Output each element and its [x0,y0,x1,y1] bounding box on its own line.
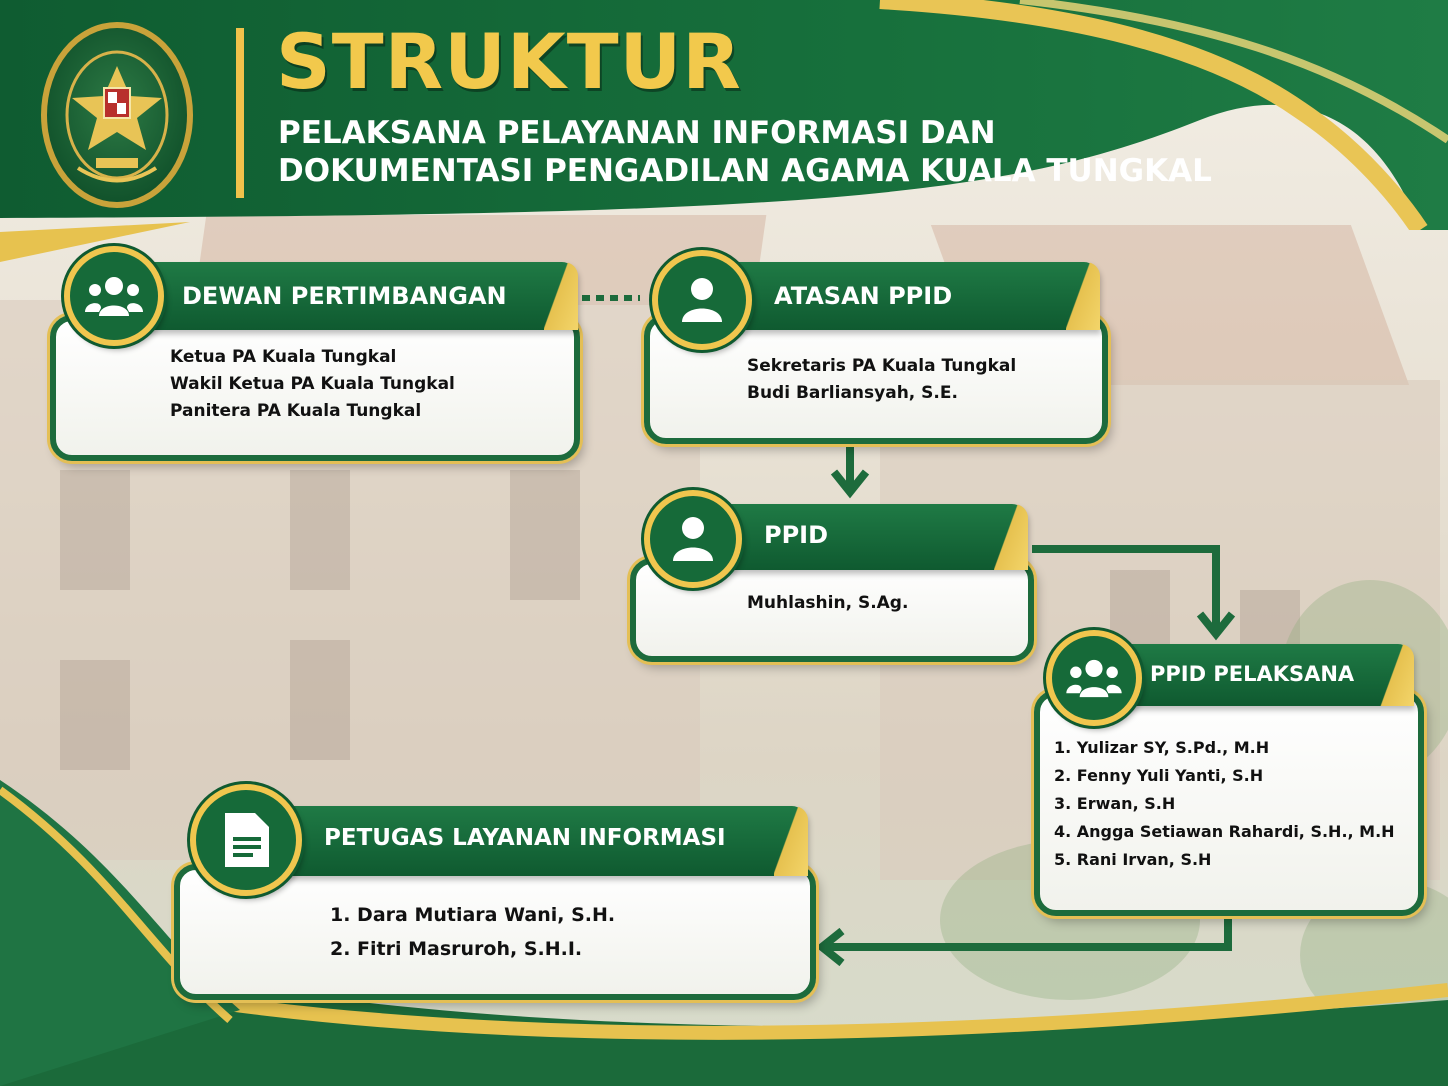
list-item: 1. Yulizar SY, S.Pd., M.H [1054,738,1270,757]
card-title: PPID PELAKSANA [1150,662,1355,686]
card-lines [747,590,908,617]
list-item: 2. Fitri Masruroh, S.H.I. [330,938,583,960]
subtitle-line-1: PELAKSANA PELAYANAN INFORMASI DAN [278,115,996,151]
document-icon [190,784,302,896]
list-item: 5. Rani Irvan, S.H [1054,850,1212,869]
card-lines [170,344,455,425]
list-item: Sekretaris PA Kuala Tungkal [747,356,1017,376]
card-title: ATASAN PPID [774,282,953,310]
arrow-ppid-to-pelaksana [1032,549,1216,630]
card-title: PPID [764,521,829,549]
user-icon [644,490,742,588]
list-item: 2. Fenny Yuli Yanti, S.H [1054,766,1264,785]
list-item: Muhlashin, S.Ag. [747,593,909,613]
users-group-icon [1046,630,1142,726]
page-title: STRUKTUR [276,17,742,106]
arrow-pelaksana-to-petugas [826,918,1228,947]
card-lines [1054,734,1395,874]
list-item: 1. Dara Mutiara Wani, S.H. [330,904,616,926]
user-icon [652,250,752,350]
list-item: Panitera PA Kuala Tungkal [170,401,422,421]
list-item: 4. Angga Setiawan Rahardi, S.H., M.H [1054,822,1395,841]
subtitle-line-2: DOKUMENTASI PENGADILAN AGAMA KUALA TUNGKAL [278,153,1212,189]
list-item: Budi Barliansyah, S.E. [747,383,958,403]
list-item: 3. Erwan, S.H [1054,794,1176,813]
card-lines [330,898,615,966]
users-group-icon [64,246,164,346]
card-title: DEWAN PERTIMBANGAN [182,282,507,310]
list-item: Wakil Ketua PA Kuala Tungkal [170,374,455,394]
card-lines [747,353,1016,407]
list-item: Ketua PA Kuala Tungkal [170,347,397,367]
card-title: PETUGAS LAYANAN INFORMASI [324,825,726,851]
